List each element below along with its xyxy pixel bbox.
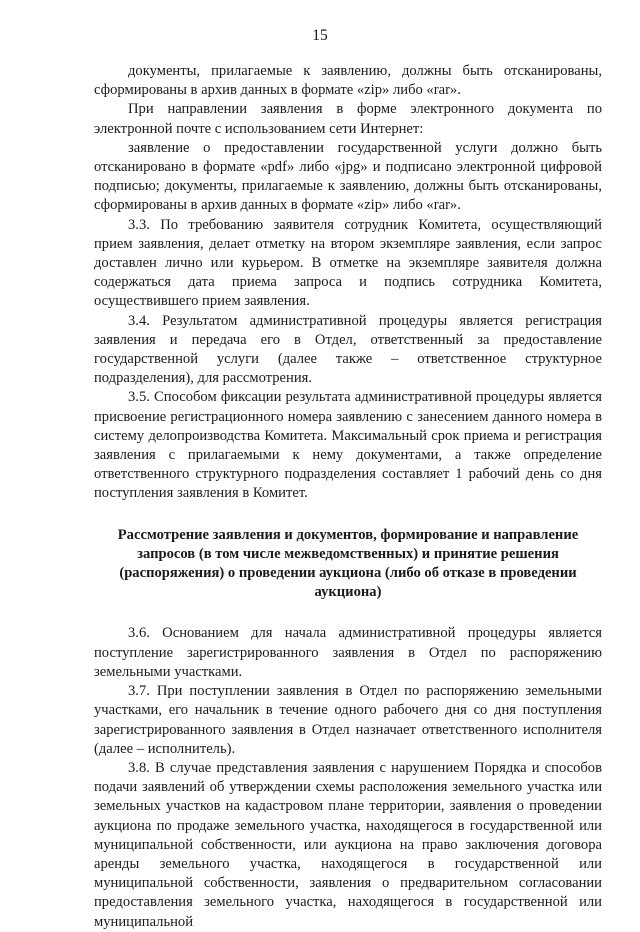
- paragraph-group-top: [94, 62, 602, 504]
- section-heading: Рассмотрение заявления и документов, формирование и направление запросов (в том числе межведомственных) и принятие решения (распоряжения) о проведении аукциона (либо об отказе в проведении аукциона): [117, 526, 579, 601]
- paragraph: 3.4. Результатом административной процедуры является регистрация заявления и передача его в Отдел, ответственный за предоставление государственной услуги (далее также – ответственное структурное подразделения), для рассмотрения.: [94, 312, 602, 387]
- document-body: [94, 62, 602, 932]
- paragraph: 3.6. Основанием для начала административной процедуры является поступление зарегистрированного заявления в Отдел по распоряжению земельными участками.: [94, 625, 602, 680]
- paragraph: 3.3. По требованию заявителя сотрудник Комитета, осуществляющий прием заявления, делает отметку на втором экземпляре заявления, если запрос доставлен лично или курьером. В отметке на экземпляре заявителя должна содержаться дата приема запроса и подпись сотрудника Комитета, осуществившего прием заявления.: [94, 216, 602, 310]
- paragraph: документы, прилагаемые к заявлению, должны быть отсканированы, сформированы в архив данных в формате «zip» либо «rar».: [94, 63, 602, 99]
- paragraph-group-bottom: [94, 624, 602, 931]
- page-number: 15: [312, 27, 328, 44]
- paragraph: 3.8. В случае представления заявления с нарушением Порядка и способов подачи заявлений об утверждении схемы расположения земельного участка или земельных участков на кадастровом плане территории, заявления о проведении аукциона по продаже земельного участка, находящегося в государственной или муниципальной собственности, или аукциона на право заключения договора аренды земельного участка, находящегося в государственной или муниципальной собственности, заявления о предварительном согласовании предоставления земельного участка, находящегося в государственной или муниципальной: [94, 759, 602, 930]
- paragraph: заявление о предоставлении государственной услуги должно быть отсканировано в формате «pdf» либо «jpg» и подписано электронной цифровой подписью; документы, прилагаемые к заявлению, должны быть отсканированы, сформированы в архив данных в формате «zip» либо «rar».: [94, 139, 602, 214]
- paragraph: При направлении заявления в форме электронного документа по электронной почте с использованием сети Интернет:: [94, 101, 602, 137]
- paragraph: 3.5. Способом фиксации результата административной процедуры является присвоение регистрационного номера заявлению с занесением данного номера в систему делопроизводства Комитета. Максимальный срок приема и регистрация заявления с прилагаемыми к нему документами, а также определение ответственного структурного подразделения составляет 1 рабочий день со дня поступления заявления в Комитет.: [94, 389, 602, 502]
- paragraph: 3.7. При поступлении заявления в Отдел по распоряжению земельными участками, его начальник в течение одного рабочего дня со дня поступления зарегистрированного заявления в Отдел назначает ответственного исполнителя (далее – исполнитель).: [94, 683, 602, 757]
